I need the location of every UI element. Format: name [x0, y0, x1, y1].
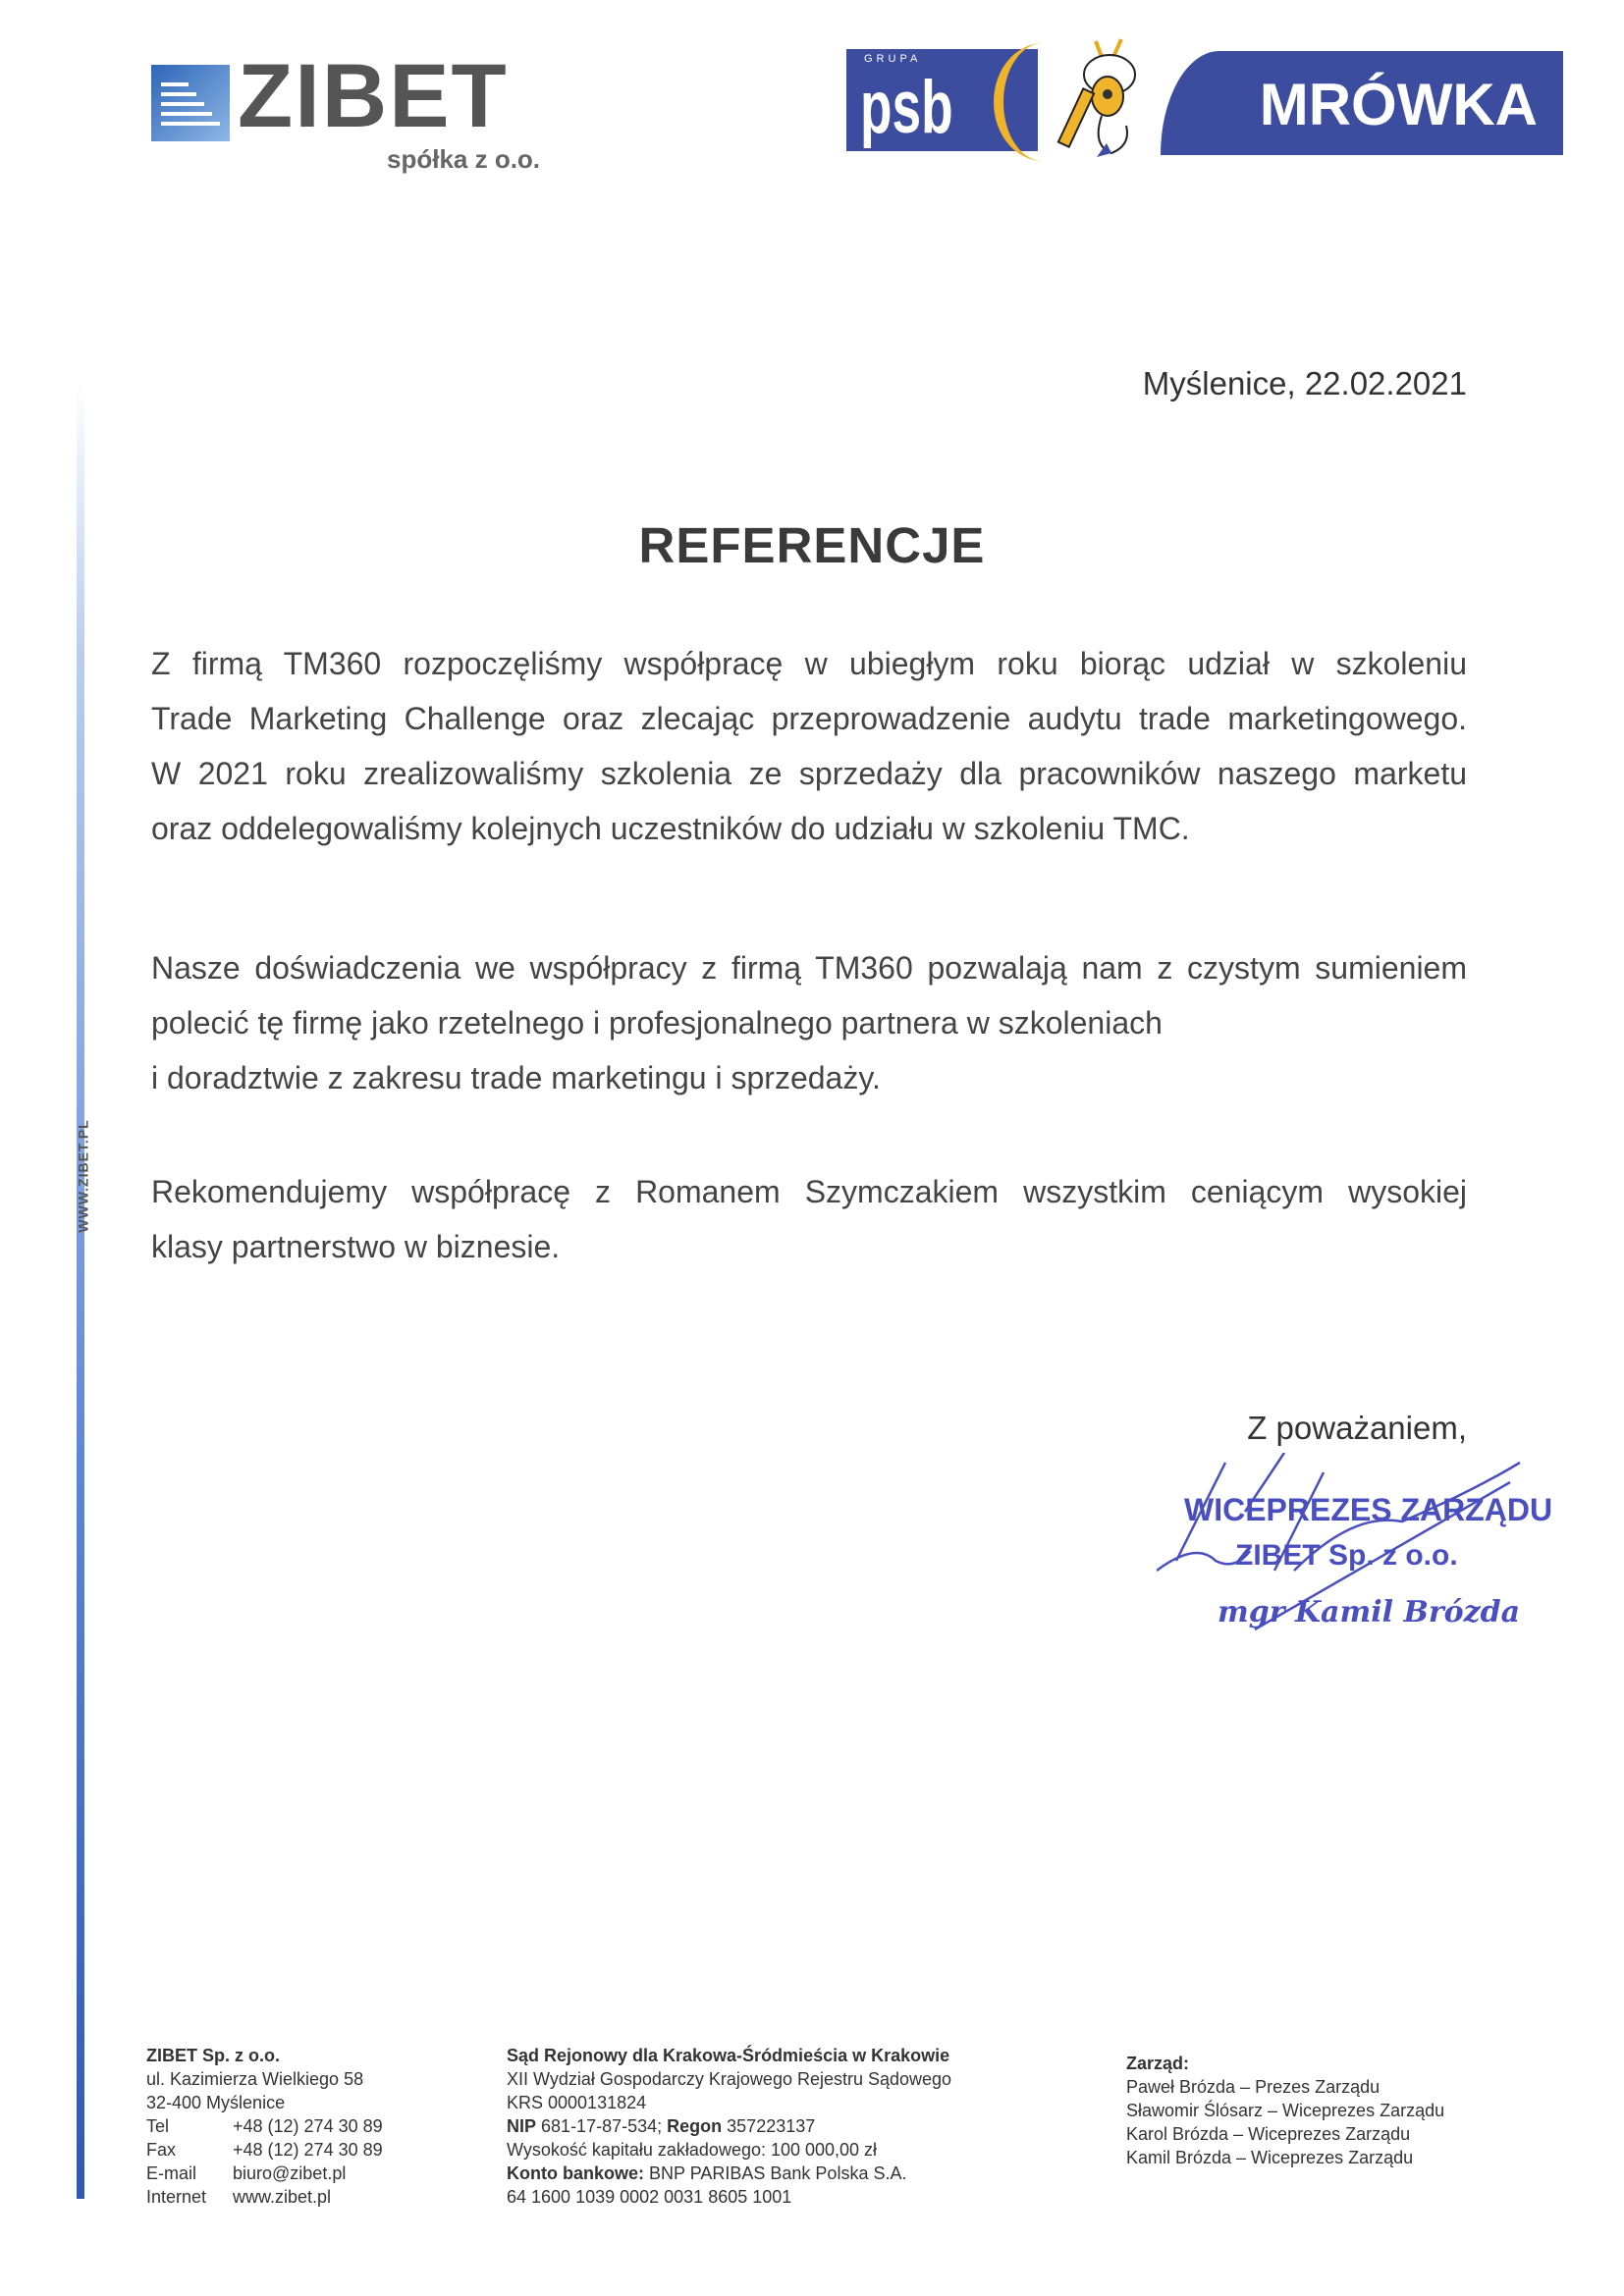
paragraph-1 — [151, 636, 1467, 856]
text-line: Rekomendujemy współpracę z Romanem Szymczakiem wszystkim ceniącym wysokiej — [151, 1174, 1467, 1209]
board-member: Kamil Brózda – Wiceprezes Zarządu — [1126, 2148, 1414, 2167]
zibet-building-icon — [151, 65, 230, 141]
nip-regon — [507, 2114, 951, 2138]
zibet-logo — [151, 46, 564, 174]
nip-label: NIP — [507, 2116, 537, 2136]
company-street: ul. Kazimierza Wielkiego 58 — [146, 2069, 364, 2089]
board-member: Paweł Brózda – Prezes Zarządu — [1126, 2077, 1380, 2097]
bank-info — [507, 2162, 951, 2185]
account-number: 64 1600 1039 0002 0031 8605 1001 — [507, 2187, 792, 2207]
text-line: Nasze doświadczenia we współpracy z firmą TM360 pozwalają nam z czystym sumieniem — [151, 950, 1467, 986]
stamp-position: WICEPREZES ZARZĄDU — [1184, 1492, 1553, 1527]
contact-value: +48 (12) 274 30 89 — [233, 2116, 383, 2136]
side-decoration-line — [77, 383, 84, 2199]
mrowka-box — [1161, 51, 1563, 155]
contact-label: E-mail — [146, 2163, 197, 2183]
stamp-name: mgr Kamil Brózda — [1218, 1595, 1521, 1629]
text-line: i doradztwie z zakresu trade marketingu i sprzedaży. — [151, 1060, 881, 1095]
board-member: Karol Brózda – Wiceprezes Zarządu — [1126, 2124, 1411, 2144]
court-name: Sąd Rejonowy dla Krakowa-Śródmieścia w Krakowie — [507, 2046, 950, 2065]
email-link[interactable]: biuro@zibet.pl — [233, 2163, 347, 2183]
signature-stamp — [1157, 1453, 1553, 1649]
stamp-company: ZIBET Sp. z o.o. — [1235, 1539, 1458, 1572]
contact-label: Tel — [146, 2116, 170, 2136]
nip-value: 681-17-87-534; — [541, 2116, 663, 2136]
share-capital: Wysokość kapitału zakładowego: 100 000,00 zł — [507, 2140, 878, 2160]
letter-date: Myślenice, 22.02.2021 — [1142, 365, 1467, 401]
text-line: oraz oddelegowaliśmy kolejnych uczestników do udziału w szkoleniu TMC. — [151, 811, 1190, 846]
psb-mrowka-logo — [846, 47, 1563, 155]
paragraph-2 — [151, 940, 1467, 1105]
account-label: Konto bankowe: — [507, 2163, 644, 2183]
website-link[interactable]: www.zibet.pl — [233, 2187, 332, 2207]
footer-registry — [507, 2044, 951, 2209]
bank-name: BNP PARIBAS Bank Polska S.A. — [649, 2163, 907, 2183]
side-website-url: WWW.ZIBET.PL — [75, 1119, 91, 1233]
text-line: W 2021 roku zrealizowaliśmy szkolenia ze sprzedaży dla pracowników naszego marketu — [151, 756, 1467, 791]
regon-value: 357223137 — [727, 2116, 816, 2136]
company-city: 32-400 Myślenice — [146, 2093, 286, 2112]
letter-title: REFERENCJE — [638, 517, 986, 573]
contact-row — [146, 2138, 383, 2162]
board-member: Sławomir Ślósarz – Wiceprezes Zarządu — [1126, 2101, 1445, 2120]
text-line: polecić tę firmę jako rzetelnego i profesjonalnego partnera w szkoleniach — [151, 1005, 1163, 1041]
contact-label: Internet — [146, 2187, 207, 2207]
contact-label: Fax — [146, 2140, 177, 2160]
text-line: klasy partnerstwo w biznesie. — [151, 1229, 561, 1264]
footer-company — [146, 2044, 383, 2209]
contact-value: +48 (12) 274 30 89 — [233, 2140, 383, 2160]
regon-label: Regon — [667, 2116, 723, 2136]
contact-row — [146, 2114, 383, 2138]
contact-row — [146, 2162, 383, 2185]
ant-mascot-icon — [1053, 37, 1161, 160]
zibet-logo-text: ZIBET — [238, 46, 509, 146]
psb-grupa-text: GRUPA — [864, 53, 922, 65]
paragraph-3 — [151, 1164, 1467, 1274]
company-name: ZIBET Sp. z o.o. — [146, 2046, 280, 2065]
court-division: XII Wydział Gospodarczy Krajowego Rejestru Sądowego — [507, 2069, 952, 2089]
contact-row — [146, 2185, 383, 2209]
psb-text: psb — [860, 66, 953, 149]
text-line: Z firmą TM360 rozpoczęliśmy współpracę w ubiegłym roku biorąc udział w szkoleniu — [151, 646, 1467, 681]
text-line: Trade Marketing Challenge oraz zlecając przeprowadzenie audytu trade marketingowego. — [151, 701, 1467, 736]
closing-text: Z poważaniem, — [1247, 1410, 1467, 1446]
mrowka-text: MRÓWKA — [1259, 72, 1538, 137]
footer-board — [1126, 2052, 1444, 2169]
board-title: Zarząd: — [1126, 2054, 1190, 2073]
krs-number: KRS 0000131824 — [507, 2093, 647, 2112]
zibet-logo-subtitle: spółka z o.o. — [387, 144, 541, 174]
